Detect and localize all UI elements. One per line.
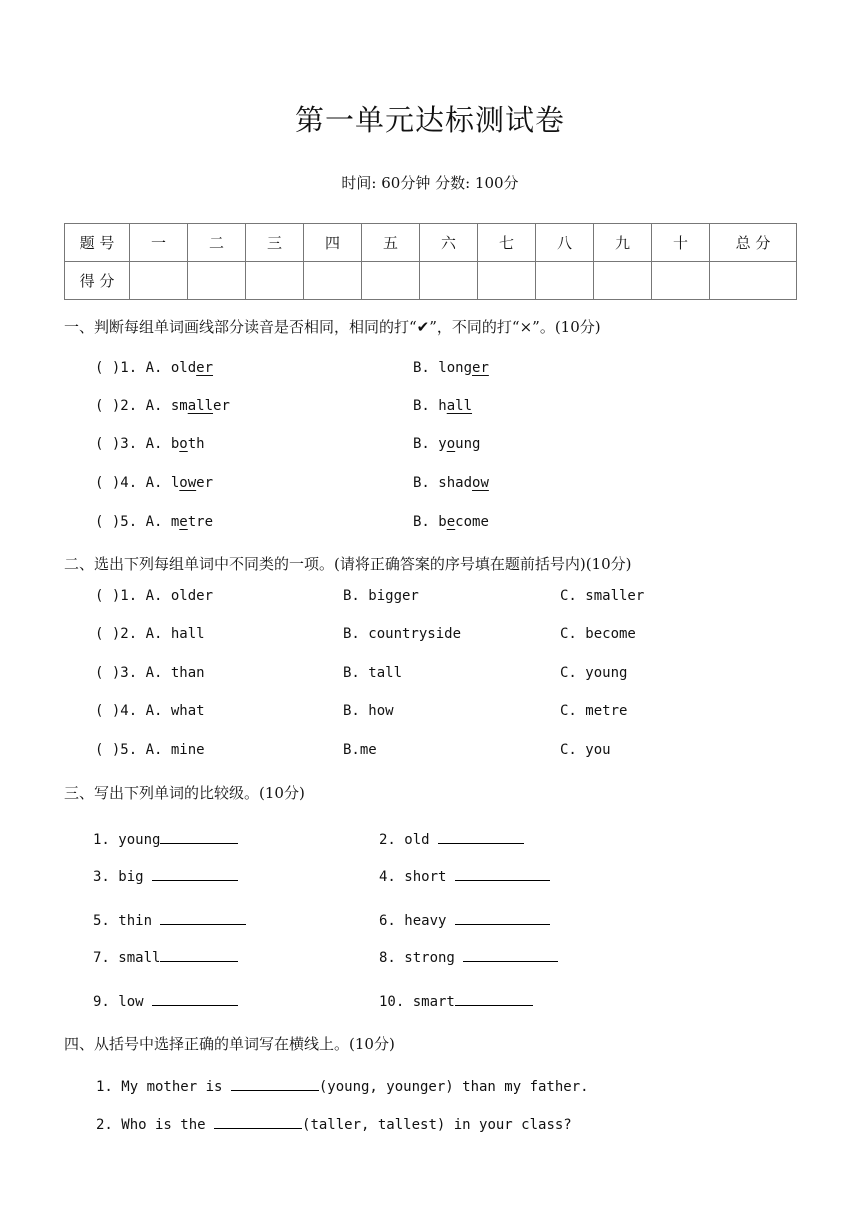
question-3-4 <box>379 866 550 885</box>
answer-blank[interactable] <box>231 1076 319 1091</box>
score-cell[interactable] <box>188 262 246 300</box>
score-cell[interactable] <box>710 262 797 300</box>
score-table <box>64 223 797 300</box>
question-2-2-option-b: B. countryside <box>343 626 462 642</box>
question-text: (young, younger) than my father. <box>318 1079 589 1095</box>
option-label: B. <box>413 475 439 491</box>
question-1-3-option-b <box>413 436 480 452</box>
word-part: er <box>213 398 230 414</box>
word-part: h <box>438 398 447 414</box>
question-2-3-option-a: ( )3. A. than <box>95 665 205 681</box>
question-1-4-option-b <box>413 475 489 491</box>
question-text: 5. thin <box>93 913 161 929</box>
question-2-1-option-a: ( )1. A. older <box>95 588 214 604</box>
underlined-part: e <box>179 514 188 530</box>
exam-info: 时间: 60分钟 分数: 100分 <box>341 174 519 192</box>
word-part: l <box>170 475 180 491</box>
word-part: th <box>187 436 205 452</box>
question-2-2-option-a: ( )2. A. hall <box>95 626 205 642</box>
underlined-part: all <box>187 398 214 414</box>
table-header-cell: 四 <box>304 224 362 262</box>
question-number: ( )4. A. <box>95 475 171 491</box>
answer-blank[interactable] <box>455 991 533 1006</box>
section-1-title: 一、判断每组单词画线部分读音是否相同，相同的打“✔”，不同的打“×”。(10分) <box>64 318 601 336</box>
score-cell[interactable] <box>536 262 594 300</box>
underlined-part: all <box>446 398 473 414</box>
question-3-6 <box>379 910 550 929</box>
question-2-5-option-a: ( )5. A. mine <box>95 742 205 758</box>
score-cell[interactable] <box>130 262 188 300</box>
question-4-1 <box>96 1076 589 1095</box>
question-text: 6. heavy <box>379 913 455 929</box>
question-3-2 <box>379 829 524 848</box>
word-part: b <box>170 436 180 452</box>
question-1-2 <box>95 398 230 414</box>
answer-blank[interactable] <box>160 829 238 844</box>
section-2-title: 二、选出下列每组单词中不同类的一项。(请将正确答案的序号填在题前括号内)(10分) <box>64 555 632 573</box>
question-1-1 <box>95 360 213 376</box>
answer-blank[interactable] <box>455 910 550 925</box>
underlined-part: er <box>196 360 214 376</box>
question-3-9 <box>93 991 238 1010</box>
score-cell[interactable] <box>478 262 536 300</box>
question-1-5 <box>95 514 213 530</box>
question-2-2-option-c: C. become <box>560 626 636 642</box>
table-header-cell: 六 <box>420 224 478 262</box>
option-label: B. <box>413 360 439 376</box>
question-text: 1. young <box>93 832 161 848</box>
question-text: 10. smart <box>379 994 455 1010</box>
section-3-title: 三、写出下列单词的比较级。(10分) <box>64 784 305 802</box>
score-cell[interactable] <box>246 262 304 300</box>
table-header-cell: 十 <box>652 224 710 262</box>
question-text: 7. small <box>93 950 161 966</box>
question-2-3-option-b: B. tall <box>343 665 403 681</box>
answer-blank[interactable] <box>438 829 524 844</box>
table-header-cell: 九 <box>594 224 652 262</box>
score-cell[interactable] <box>652 262 710 300</box>
page-title: 第一单元达标测试卷 <box>294 103 565 137</box>
table-header-cell: 一 <box>130 224 188 262</box>
question-number: ( )3. A. <box>95 436 171 452</box>
question-text: 4. short <box>379 869 455 885</box>
question-2-4-option-b: B. how <box>343 703 394 719</box>
question-3-10 <box>379 991 533 1010</box>
question-number: ( )2. A. <box>95 398 171 414</box>
underlined-part: ow <box>472 475 489 491</box>
answer-blank[interactable] <box>152 866 238 881</box>
question-text: (taller, tallest) in your class? <box>302 1117 572 1133</box>
score-table-score-row <box>65 262 797 300</box>
question-text: 2. Who is the <box>96 1117 215 1133</box>
question-3-7 <box>93 947 238 966</box>
word-part: long <box>438 360 473 376</box>
word-part: come <box>455 514 489 530</box>
word-part: ung <box>455 436 481 452</box>
question-2-1-option-b: B. bigger <box>343 588 419 604</box>
answer-blank[interactable] <box>160 947 238 962</box>
question-text: 3. big <box>93 869 153 885</box>
score-cell[interactable] <box>304 262 362 300</box>
word-part: y <box>438 436 447 452</box>
underlined-part: ow <box>179 475 197 491</box>
question-2-1-option-c: C. smaller <box>560 588 645 604</box>
word-part: old <box>170 360 197 376</box>
question-2-5-option-b: B.me <box>343 742 377 758</box>
underlined-part: o <box>446 436 456 452</box>
score-cell[interactable] <box>362 262 420 300</box>
question-text: 9. low <box>93 994 153 1010</box>
option-label: B. <box>413 436 439 452</box>
question-2-4-option-a: ( )4. A. what <box>95 703 205 719</box>
answer-blank[interactable] <box>152 991 238 1006</box>
question-1-2-option-b <box>413 398 472 414</box>
question-number: ( )1. A. <box>95 360 171 376</box>
table-header-cell: 题 号 <box>65 224 130 262</box>
question-4-2 <box>96 1114 572 1133</box>
answer-blank[interactable] <box>160 910 246 925</box>
word-part: sm <box>170 398 188 414</box>
question-text: 1. My mother is <box>96 1079 231 1095</box>
question-text: 2. old <box>379 832 439 848</box>
question-text: 8. strong <box>379 950 464 966</box>
underlined-part: er <box>472 360 489 376</box>
question-1-3 <box>95 436 205 452</box>
question-3-1 <box>93 829 238 848</box>
section-4-title: 四、从括号中选择正确的单词写在横线上。(10分) <box>64 1035 395 1053</box>
table-header-cell: 八 <box>536 224 594 262</box>
table-header-cell: 七 <box>478 224 536 262</box>
question-3-8 <box>379 947 558 966</box>
score-cell[interactable] <box>420 262 478 300</box>
table-header-cell: 五 <box>362 224 420 262</box>
answer-blank[interactable] <box>455 866 550 881</box>
option-label: B. <box>413 398 439 414</box>
question-2-3-option-c: C. young <box>560 665 628 681</box>
question-1-1-option-b <box>413 360 489 376</box>
underlined-part: e <box>446 514 456 530</box>
option-label: B. <box>413 514 439 530</box>
question-1-4 <box>95 475 213 491</box>
question-1-5-option-b <box>413 514 489 530</box>
table-header-cell: 三 <box>246 224 304 262</box>
table-row-label: 得 分 <box>65 262 130 300</box>
score-table-header-row <box>65 224 797 262</box>
table-header-cell: 总 分 <box>710 224 797 262</box>
word-part: er <box>196 475 214 491</box>
answer-blank[interactable] <box>214 1114 302 1129</box>
table-header-cell: 二 <box>188 224 246 262</box>
word-part: shad <box>438 475 473 491</box>
word-part: tre <box>187 514 214 530</box>
underlined-part: o <box>179 436 188 452</box>
question-2-5-option-c: C. you <box>560 742 611 758</box>
question-3-5 <box>93 910 246 929</box>
question-2-4-option-c: C. metre <box>560 703 628 719</box>
question-3-3 <box>93 866 238 885</box>
question-number: ( )5. A. <box>95 514 171 530</box>
word-part: m <box>170 514 180 530</box>
score-cell[interactable] <box>594 262 652 300</box>
word-part: b <box>438 514 447 530</box>
answer-blank[interactable] <box>463 947 558 962</box>
